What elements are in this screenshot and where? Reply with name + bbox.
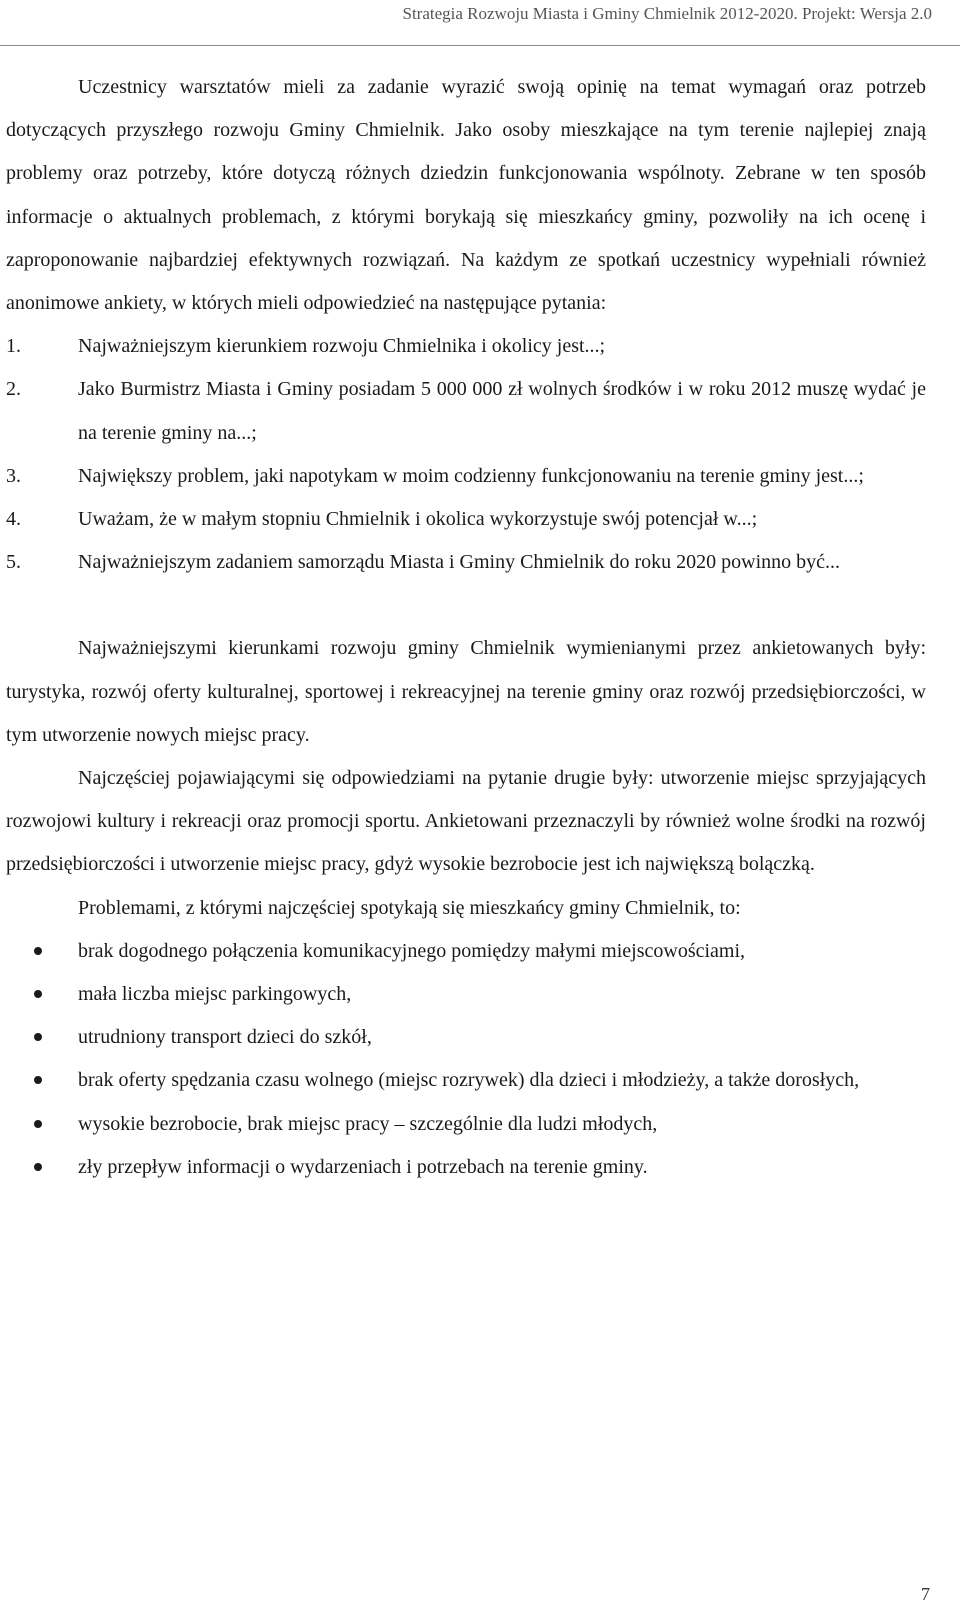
list-item: mała liczba miejsc parkingowych,: [6, 973, 926, 1016]
bullet-icon: [34, 1033, 42, 1041]
bullet-icon: [34, 1120, 42, 1128]
page-number: 7: [921, 1584, 930, 1604]
header-title: Strategia Rozwoju Miasta i Gminy Chmielnik 2012-2020. Projekt: Wersja 2.0: [402, 4, 932, 23]
list-item: 2. Jako Burmistrz Miasta i Gminy posiadam 5 000 000 zł wolnych środków i w roku 2012 muszę wydać je na terenie gminy na...;: [6, 378, 926, 444]
list-item: 3. Największy problem, jaki napotykam w moim codzienny funkcjonowaniu na terenie gminy jest...;: [6, 464, 864, 487]
document-body: [6, 66, 926, 1189]
bullet-icon: [34, 990, 42, 998]
bullet-icon: [34, 1163, 42, 1171]
bullet-icon: [34, 947, 42, 955]
list-item: 4. Uważam, że w małym stopniu Chmielnik i okolica wykorzystuje swój potencjał w...;: [6, 508, 758, 531]
bullet-icon: [34, 1076, 42, 1084]
list-item: 5. Najważniejszym zadaniem samorządu Miasta i Gminy Chmielnik do roku 2020 powinno być...: [6, 551, 841, 574]
directions-paragraph: Najważniejszymi kierunkami rozwoju gminy Chmielnik wymienianymi przez ankietowanych były: turystyka, rozwój oferty kulturalnej, sportowej i rekreacyjnej na terenie gminy oraz rozwój przedsiębiorczości, w tym utworzenie nowych miejsc pracy.: [6, 637, 926, 746]
list-item: wysokie bezrobocie, brak miejsc pracy – szczególnie dla ludzi młodych,: [6, 1103, 926, 1146]
page-header: [0, 0, 960, 46]
list-item: 1. Najważniejszym kierunkiem rozwoju Chmielnika i okolicy jest...;: [6, 335, 606, 358]
problems-intro-paragraph: Problemami, z którymi najczęściej spotykają się mieszkańcy gminy Chmielnik, to:: [78, 896, 741, 919]
spacer: [6, 584, 926, 627]
survey-questions-list: [6, 325, 926, 584]
list-item: brak oferty spędzania czasu wolnego (miejsc rozrywek) dla dzieci i młodzieży, a także dorosłych,: [6, 1059, 926, 1102]
intro-paragraph: Uczestnicy warsztatów mieli za zadanie wyrazić swoją opinię na temat wymagań oraz potrzeb dotyczących przyszłego rozwoju Gminy Chmielnik. Jako osoby mieszkające na tym terenie najlepiej znają problemy oraz potrzeby, które dotyczą różnych dziedzin funkcjonowania wspólnoty. Zebrane w ten sposób informacje o aktualnych problemach, z którymi borykają się mieszkańcy gminy, pozwoliły na ich ocenę i zaproponowanie najbardziej efektywnych rozwiązań. Na każdym ze spotkań uczestnicy wypełniali również anonimowe ankiety, w których mieli odpowiedzieć na następujące pytania:: [6, 76, 926, 315]
problems-list: [6, 930, 926, 1189]
list-item: utrudniony transport dzieci do szkół,: [6, 1016, 926, 1059]
list-item: brak dogodnego połączenia komunikacyjnego pomiędzy małymi miejscowościami,: [6, 930, 926, 973]
list-item: zły przepływ informacji o wydarzeniach i potrzebach na terenie gminy.: [6, 1146, 926, 1189]
answers-paragraph: Najczęściej pojawiającymi się odpowiedziami na pytanie drugie były: utworzenie miejsc sprzyjających rozwojowi kultury i rekreacji oraz promocji sportu. Ankietowani przeznaczyli by również wolne środki na rozwój przedsiębiorczości i utworzenie miejsc pracy, gdyż wysokie bezrobocie jest ich największą bolączką.: [6, 767, 926, 876]
